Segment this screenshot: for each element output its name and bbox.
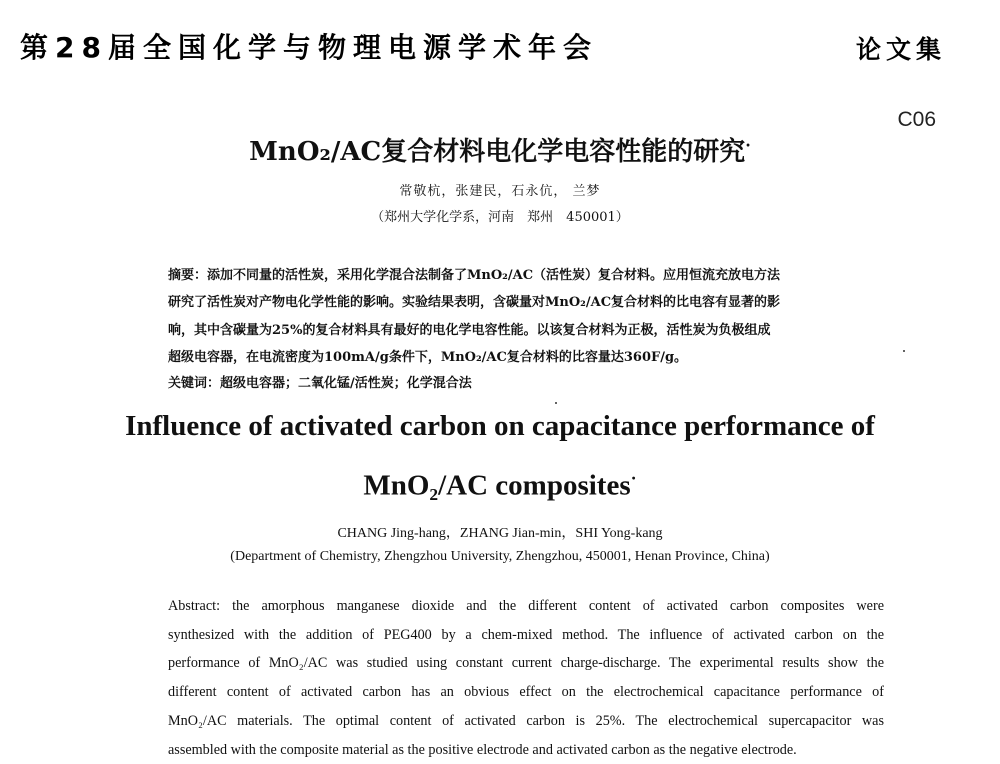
- conference-header: 第28届全国化学与物理电源学术年会: [20, 31, 598, 64]
- english-affiliation: (Department of Chemistry, Zhengzhou University, Zhengzhou, 450001, Henan Province, China): [230, 549, 770, 564]
- chinese-title-text: MnO₂/AC复合材料电化学电容性能的研究: [249, 137, 746, 167]
- proceedings-label: 论文集: [855, 35, 946, 64]
- chinese-keywords: 关键词：超级电容器；二氧化锰/活性炭；化学混合法: [168, 376, 472, 391]
- paper-code: C06: [897, 108, 936, 131]
- chinese-abstract-line: 响，其中含碳量为25%的复合材料具有最好的电化学电容性能。以该复合材料为正极，活性炭为负极组成: [168, 322, 771, 338]
- english-abstract-line: assembled with the composite material as the positive electrode and activated carbon as the negative electrode.: [168, 741, 797, 758]
- chinese-abstract: [168, 262, 888, 371]
- english-abstract-line: Abstract: the amorphous manganese dioxide and the different content of activated carbon composites were: [168, 598, 884, 614]
- english-title-footnote-mark: ·: [630, 468, 637, 488]
- chinese-authors: 常敬杭，张建民，石永伉， 兰梦: [399, 184, 601, 199]
- english-abstract-line: synthesized with the addition of PEG400 by a chem-mixed method. The influence of activated carbon on the: [168, 626, 884, 643]
- chinese-abstract-line: 摘要：添加不同量的活性炭，采用化学混合法制备了MnO₂/AC（活性炭）复合材料。应用恒流充放电方法: [168, 268, 781, 283]
- english-abstract-line: different content of activated carbon has an obvious effect on the electrochemical capacitance performance of: [168, 684, 884, 701]
- scan-speck: [903, 350, 905, 352]
- chinese-title: [0, 131, 1000, 168]
- english-authors: CHANG Jing-hang，ZHANG Jian-min，SHI Yong-kang: [337, 526, 663, 541]
- scan-speck: [555, 402, 557, 404]
- english-title-line2: [0, 468, 1000, 503]
- english-abstract-line: MnO₂/AC materials. The optimal content of activated carbon is 25%. The electrochemical supercapacitor was: [168, 712, 884, 729]
- english-title-line2-text: MnO₂/AC composites: [363, 469, 631, 502]
- chinese-abstract-line: 研究了活性炭对产物电化学性能的影响。实验结果表明，含碳量对MnO₂/AC复合材料的比电容有显著的影: [168, 295, 781, 311]
- chinese-affiliation: （郑州大学化学系，河南 郑州 450001）: [371, 210, 629, 225]
- chinese-abstract-line: 超级电容器，在电流密度为100mA/g条件下，MnO₂/AC复合材料的比容量达360F/g。: [168, 349, 688, 365]
- english-abstract-line: performance of MnO₂/AC was studied using constant current charge-discharge. The experimental results show the: [168, 655, 884, 672]
- english-abstract: [168, 592, 884, 764]
- chinese-title-footnote-mark: ·: [745, 135, 751, 155]
- english-title-line1: Influence of activated carbon on capacitance performance of: [125, 410, 875, 442]
